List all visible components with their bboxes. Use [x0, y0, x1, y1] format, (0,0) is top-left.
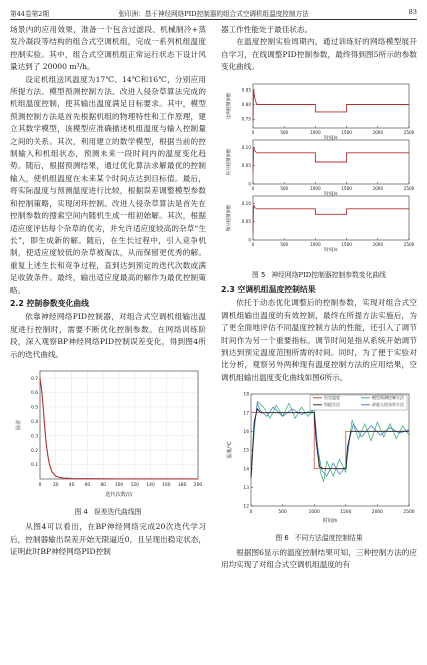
- y-tick-label: 0.1: [31, 463, 38, 469]
- figure-caption: 图 5 神经网络PID控制器控制参数变化曲线: [252, 271, 386, 280]
- x-tick-label: 1000: [310, 241, 321, 247]
- y-tick-label: 0: [248, 237, 251, 243]
- y-tick-label: 0.05: [241, 218, 251, 224]
- paragraph: 依靠神经网络PID控制器，对组合式空调机组输出温度进行控制时，需要不断优化控制参数。在网络训练阶段，深入观察BP神经网络PID控制误差变化，得到图4所示的迭代曲线。: [10, 312, 206, 359]
- section-heading: 2.3 空调机组温度控制结果: [221, 285, 316, 295]
- x-tick-label: 2500: [403, 129, 415, 135]
- legend-label: 设定温度: [324, 395, 340, 401]
- y-tick-label: 0.4: [31, 419, 38, 425]
- x-tick-label: 60: [84, 482, 91, 488]
- x-tick-label: 0: [251, 241, 255, 247]
- figure-5: [221, 78, 417, 280]
- left-column: [10, 24, 206, 559]
- paragraph: 器工作性能处于最佳状态。: [221, 25, 313, 34]
- x-tick-label: 0: [251, 185, 255, 191]
- x-tick-label: 2000: [372, 129, 384, 135]
- pid-parameter-chart: [221, 78, 417, 266]
- x-tick-label: 1500: [341, 241, 352, 247]
- y-tick-label: 13: [243, 486, 249, 492]
- y-tick-label: 15: [243, 448, 249, 454]
- y-axis-label: 比例控制参数: [227, 92, 232, 119]
- parameter-curve: [253, 147, 409, 173]
- y-tick-label: 0.85: [241, 86, 251, 92]
- y-axis-label: 温度/℃: [227, 441, 233, 459]
- y-tick-label: 0.2: [31, 448, 38, 454]
- x-tick-label: 1500: [341, 185, 352, 191]
- article-running-title: 张印洲：基于神经网络PID控制器的组合式空调机组温度控制方法: [118, 10, 309, 18]
- figure-4: [10, 365, 206, 517]
- x-tick-label: 500: [280, 241, 289, 247]
- figure-caption: 图 4 误差迭代曲线图: [74, 508, 142, 517]
- x-axis-label: 时间/s: [324, 135, 338, 141]
- legend-label: 改进人侵杂草方法: [372, 402, 404, 408]
- figure-caption: 图 6 不同方法温度控制结果: [275, 533, 363, 542]
- x-tick-label: 0: [251, 129, 255, 135]
- plot-frame: [251, 394, 409, 506]
- paragraph: 在温度控制实验周期内，通过训练好的网络模型展开自学习，在线调整PID控制参数，最终得到图5所示的参数变化曲线。: [221, 37, 417, 72]
- y-tick-label: 0: [248, 181, 251, 187]
- y-tick-label: 0.7: [31, 376, 38, 382]
- x-axis-label: 时间/s: [324, 191, 338, 197]
- parameter-curve: [253, 90, 409, 122]
- y-axis-label: 误差: [16, 419, 22, 431]
- x-tick-label: 120: [130, 482, 139, 488]
- x-tick-label: 40: [68, 482, 75, 488]
- header-rule: [10, 19, 417, 20]
- y-tick-label: 0.80: [241, 101, 251, 107]
- x-tick-label: 2000: [372, 241, 384, 247]
- x-axis-label: 迭代次数/次: [105, 491, 133, 498]
- x-tick-label: 0: [38, 482, 42, 488]
- x-tick-label: 1500: [341, 129, 352, 135]
- parameter-curve: [253, 205, 409, 233]
- series-line: [251, 404, 409, 479]
- panel-frame: [253, 84, 409, 128]
- y-tick-label: 0.75: [241, 116, 251, 122]
- x-tick-label: 2000: [372, 185, 384, 191]
- y-tick-label: 0.3: [31, 434, 38, 440]
- series-line: [251, 409, 409, 478]
- right-column: [221, 24, 417, 572]
- x-tick-label: 500: [280, 129, 289, 135]
- y-tick-label: 18: [243, 392, 249, 398]
- y-axis-label: 积分控制参数: [227, 148, 232, 175]
- panel-frame: [253, 196, 409, 240]
- y-tick-label: 0.10: [241, 144, 251, 150]
- x-tick-label: 2500: [403, 510, 415, 516]
- legend-label: 所提方法: [324, 402, 340, 408]
- y-axis-label: 微分控制参数: [227, 204, 232, 231]
- x-tick-label: 500: [278, 510, 287, 516]
- section-heading: 2.2 控制参数变化曲线: [10, 298, 89, 308]
- x-tick-label: 2000: [371, 510, 383, 516]
- page-number: 83: [408, 8, 417, 16]
- y-tick-label: 0.5: [31, 405, 38, 411]
- paragraph: 场景内的应用效果，准备一个包含过滤段、机械制冷+蒸发冷凝段等结构的组合式空调机组，完成一系列机组温度控制实验。其中，组合式空调机组正常运行状态下设计风量达到了 20000 m³/h。: [10, 25, 206, 72]
- x-tick-label: 200: [193, 482, 203, 488]
- x-tick-label: 20: [53, 482, 59, 488]
- y-tick-label: 16: [243, 430, 249, 436]
- running-header: [10, 6, 417, 20]
- x-tick-label: 160: [162, 482, 171, 488]
- figure-6: [221, 388, 417, 542]
- paragraph: 根据图6显示的温度控制结果可知，三种控制方法的应用均实现了对组合式空调机组温度的有: [221, 547, 417, 570]
- error-iteration-chart: [10, 365, 206, 503]
- x-axis-label: 时间/s: [322, 518, 338, 525]
- y-tick-label: 14: [243, 467, 249, 473]
- paragraph: 从图4可以看出，在BP神经网络完成20次迭代学习后，控制器输出误差开始无限逼近0，且呈现出稳定状态，证明此时BP神经网络PID控制: [10, 522, 206, 557]
- paragraph: 依托于动态优化调整后的控制参数，实现对组合式空调机组输出温度的有效控制，最终在所提方法实施后，为了更全面地评估不同温度控制方法的性能，还引入了调节时间作为另一个重要指标。调节时间是指从系统开始调节到达到预定温度范围所需的时间。同时，为了便于实验对比分析，观察另外两种现有温度控制方法的应用结果，空调机组输出温度变化曲线如图6所示。: [221, 298, 417, 382]
- y-tick-label: 12: [243, 504, 249, 510]
- x-tick-label: 140: [146, 482, 155, 488]
- x-tick-label: 2500: [403, 241, 415, 247]
- x-tick-label: 1000: [310, 185, 321, 191]
- x-tick-label: 80: [100, 482, 106, 488]
- y-tick-label: 17: [243, 411, 249, 417]
- x-tick-label: 1000: [310, 129, 321, 135]
- y-tick-label: 0.10: [241, 200, 251, 206]
- y-tick-label: 0.05: [241, 162, 251, 168]
- x-tick-label: 2500: [403, 185, 415, 191]
- legend-label: 模型预测控制方法: [372, 395, 404, 401]
- x-tick-label: 1500: [340, 510, 352, 516]
- x-axis-label: 时间/s: [324, 247, 338, 253]
- x-tick-label: 0: [249, 510, 253, 516]
- journal-volume: 第44卷第2期: [10, 10, 49, 18]
- temperature-control-chart: [221, 388, 417, 528]
- x-tick-label: 500: [280, 185, 289, 191]
- series-line: [251, 413, 409, 469]
- x-tick-label: 180: [178, 482, 187, 488]
- x-tick-label: 1000: [308, 510, 320, 516]
- y-tick-label: 0.6: [31, 391, 38, 397]
- x-tick-label: 100: [114, 482, 124, 488]
- paragraph: 设定机组送风温度为17℃、14℃和16℃，分别应用所提方法、模型预测控制方法、改进人侵杂草算法完成的机组温度控制，使其输出温度满足目标要求。其中，模型预测控制方法是首先根据机组的物理特性和工作原理，建立其数学模型，该模型应准确描述机组温度与输入控制量之间的关系。其次，利用建立的数学模型，根据当前的控制输入和机组状态，预测未来一段时间内的温度变化趋势。随后，根据预测结果，通过优化算法求解最优的控制输入，使机组温度在未来某个时间点达到目标值。最后，将实际温度与预测温度进行比较，根据误差调整模型参数和控制策略，实现闭环控制。改进人侵杂草算法是首先在控制参数的搜索空间内随机生成一组初始解。其次，根据适应度评估每个杂草的优劣，并允许适应度较高的杂草“生长”，即生成新的解。随后，在生长过程中，引入竞争机制，使适应度较低的杂草被淘汰，从而保留更优秀的解。重复上述生长和竞争过程，直到达到预定的迭代次数或满足收敛条件。最终，输出适应度最高的解作为最优控制策略。: [10, 74, 206, 295]
